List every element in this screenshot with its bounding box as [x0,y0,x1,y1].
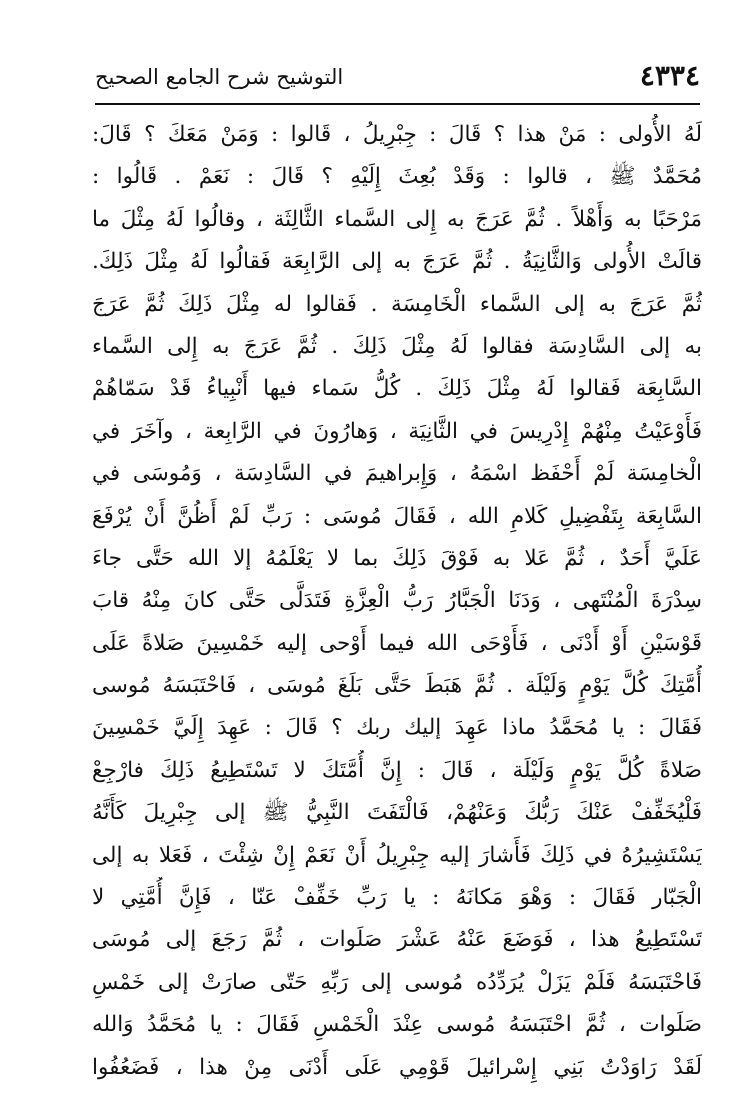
text-line: الْخامِسَة لَمْ أَحْفَظ اسْمَهُ ، وَإِبراهيمَ في السَّادِسَة ، وَمُوسَى في [92,461,702,487]
text-line: لَهُ الأُولى : مَنْ هذا ؟ قَالَ : جِبْرِيلُ ، قَالوا : وَمَنْ مَعَكَ ؟ قَالَ: [92,122,702,147]
text-line: سِدْرَةَ الْمُنْتَهى ، وَدَنَا الْجَبَّارُ رَبُّ الْعِزَّةِ فَتَدَلَّى حَتَّى كانَ مِنْهُ قابَ [92,588,702,614]
text-line: فَأَوْعَيْتُ مِنْهُمْ إِدْرِيسَ في الثَّانِيَة ، وَهارُونَ في الرَّابِعة ، وآخَرَ في [92,418,702,444]
header-divider [95,103,700,105]
text-line: السَّابِعَة بِتَفْضِيلِ كَلامِ الله ، فَقَالَ مُوسَى : رَبِّ لَمْ أَظُنَّ أَنْ يُرْفَعَ [92,503,702,529]
main-text [92,114,702,1089]
text-line: قَوْسَيْنِ أَوْ أَدْنَى ، فَأَوْحَى الله فيما أَوْحى إليه خَمْسِينَ صَلاةً عَلَى [92,630,702,656]
text-line: أُمَّتِكَ كُلَّ يَوْمٍ وَلَيْلَة . ثُمَّ هَبَطَ حَتَّى بَلَغَ مُوسَى ، فَاحْتَبَسَهُ مُوسى [92,673,702,699]
text-line: به إلى السَّادِسَة فقالوا لَهُ مِثْلَ ذَلِكَ . ثُمَّ عَرَجَ به إِلى السَّماء [92,333,702,359]
text-line: مُحَمَّدٌ ﷺ ، قالوا : وَقَدْ بُعِثَ إِلَيْهِ ؟ قَالَ : نَعَمْ . قَالُوا : [92,164,702,190]
page-header [95,56,700,96]
text-line: عَلَيَّ أَحَدٌ ، ثُمَّ عَلا به فَوْقَ ذَلِكَ بما لا يَعْلَمُهُ إلا الله حَتَّى جاءَ [92,545,702,571]
running-title: التوشيح شرح الجامع الصحيح [95,65,344,89]
text-line: السَّابِعَة فَقالوا لَهُ مِثْلَ ذَلِكَ . كُلُّ سَماء فيها أَنْبِياءُ قَدْ سَمّاهُمْ [92,376,702,402]
text-line: قالَتْ الأُولى وَالثَّانِيَةُ . ثُمَّ عَرَجَ به إلى الرَّابِعَة فَقالُوا لَهُ مِثْلَ ذَلِكَ. [92,249,702,275]
text-line: فَاحْتَبَسَهُ فَلَمْ يَزَلْ يُرَدِّدُه مُوسى إلى رَبِّهِ حَتّى صارَتْ إلى خَمْسِ [92,969,702,995]
text-line: تَسْتَطِيعُ هذا ، فَوَضَعَ عَنْهُ عَشْرَ صَلَوات ، ثُمَّ رَجَعَ إلى مُوسَى [92,927,702,953]
text-line: لَقَدْ رَاوَدْتُ بَنِي إِسْرائيلَ قَوْمِي عَلَى أَدْنَى مِنْ هذا ، فَضَعُفُوا [92,1054,702,1080]
text-line: ثُمَّ عَرَجَ به إلى السَّماء الْخَامِسَة . فَقالوا له مِثْلَ ذَلِكَ ثُمَّ عَرَجَ [92,291,702,317]
text-line: مَرْحَبًا به وَأَهْلاً . ثُمَّ عَرَجَ به إِلى السَّماء الثَّالِثَة ، وقالُوا لَهُ مِثْلَ ما [92,206,702,232]
text-line: صَلاةً كُلَّ يَوْمٍ وَلَيْلَة ، قَالَ : إِنَّ أُمَّتَكَ لا تَسْتَطِيعُ ذَلِكَ فارْجِعْ [92,757,702,783]
text-line: صَلَوات ، ثُمَّ احْتَبَسَهُ مُوسى عِنْدَ الْخَمْسِ فَقَالَ : يا مُحَمَّدُ وَالله [92,1012,702,1038]
text-line: فَقَالَ : يا مُحَمَّدُ ماذا عَهِدَ إليك ربك ؟ قَالَ : عَهِدَ إِلَيَّ خَمْسِينَ [92,715,702,741]
text-line: الْجَبّار فَقَالَ : وَهْوَ مَكانَهُ : يا رَبِّ خَفِّفْ عَنّا ، فَإِنَّ أُمَّتِي لا [92,885,702,911]
text-line: يَسْتَشِيرُهُ في ذَلِكَ فَأَشارَ إليه جِبْرِيلُ أَنْ نَعَمْ إِنْ شِئْتَ ، فَعَلا به إلى [92,842,702,868]
text-line: فَلْيُخَفِّفْ عَنْكَ رَبُّكَ وَعَنْهُمْ، فَالْتَفَتَ النَّبِيُّ ﷺ إلى جِبْرِيلَ كَأَنَّهُ [92,800,702,826]
page-number: ٤٣٣٤ [639,59,700,92]
